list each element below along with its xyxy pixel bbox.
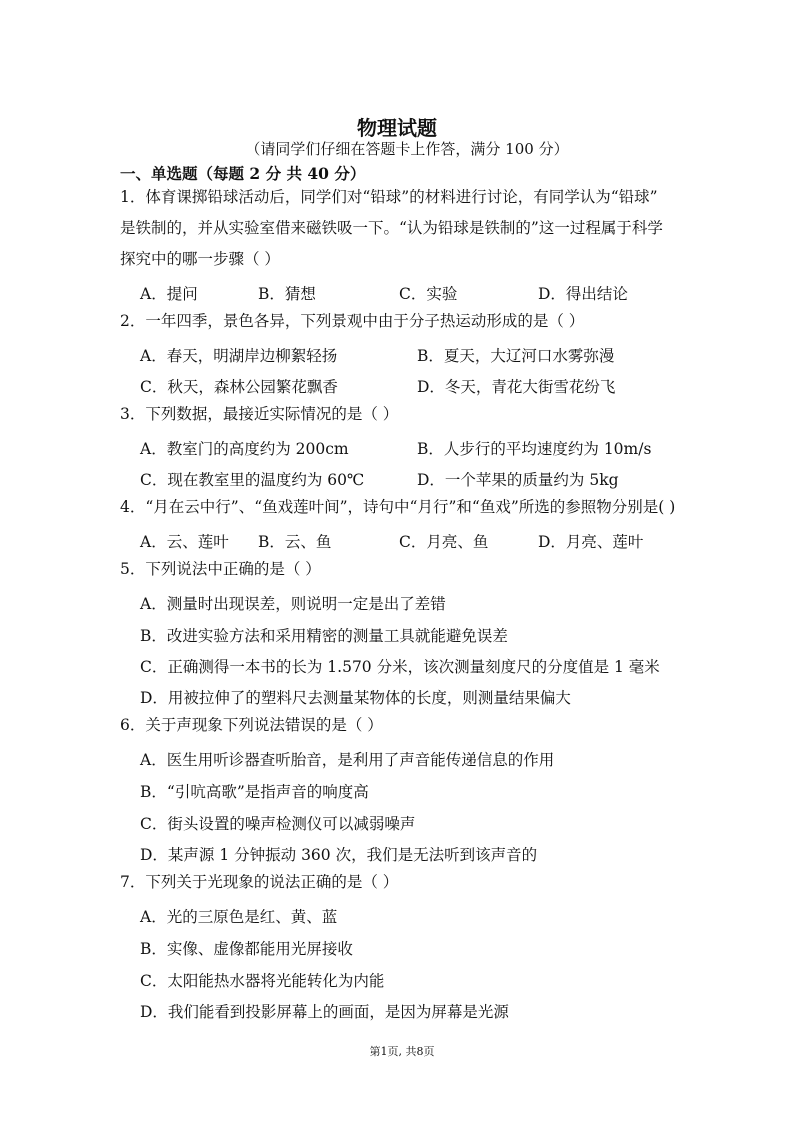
q1-option-a: A．提问: [140, 285, 198, 303]
q1-stem-line1: 1．体育课掷铅球活动后，同学们对“铅球”的材料进行讨论，有同学认为“铅球”: [120, 188, 658, 206]
q6-option-c: C．街头设置的噪声检测仪可以减弱噪声: [140, 815, 416, 833]
page-title: 物理试题: [357, 116, 437, 140]
q6-option-b: B．“引吭高歌”是指声音的响度高: [140, 783, 369, 801]
q1-option-d: D．得出结论: [538, 285, 628, 303]
q1-option-b: B．猜想: [258, 285, 316, 303]
q3-option-a: A．教室门的高度约为 200cm: [140, 440, 349, 458]
exam-instructions: （请同学们仔细在答题卡上作答，满分 100 分）: [245, 140, 569, 158]
q2-option-a: A．春天，明湖岸边柳絮轻扬: [140, 347, 338, 365]
q2-stem: 2．一年四季，景色各异，下列景观中由于分子热运动形成的是（ ）: [120, 312, 585, 330]
q3-stem: 3．下列数据，最接近实际情况的是（ ）: [120, 405, 399, 423]
q5-option-a: A．测量时出现误差，则说明一定是出了差错: [140, 595, 446, 613]
q4-option-b: B．云、鱼: [258, 533, 332, 551]
page-number: 第1页, 共8页: [369, 1045, 435, 1058]
q7-option-d: D．我们能看到投影屏幕上的画面，是因为屏幕是光源: [140, 1003, 509, 1021]
q3-option-d: D．一个苹果的质量约为 5kg: [417, 471, 619, 489]
q2-option-d: D．冬天，青花大街雪花纷飞: [417, 378, 616, 396]
q2-option-b: B．夏天，大辽河口水雾弥漫: [417, 347, 615, 365]
q6-option-d: D．某声源 1 分钟振动 360 次，我们是无法听到该声音的: [140, 846, 538, 864]
q3-option-b: B．人步行的平均速度约为 10m/s: [417, 440, 652, 458]
q2-option-c: C．秋天，森林公园繁花飘香: [140, 378, 338, 396]
q4-option-d: D．月亮、莲叶: [538, 533, 644, 551]
q6-option-a: A．医生用听诊器查听胎音，是利用了声音能传递信息的作用: [140, 751, 555, 769]
q7-option-a: A．光的三原色是红、黄、蓝: [140, 908, 338, 926]
q6-stem: 6．关于声现象下列说法错误的是（ ）: [120, 716, 383, 734]
section-heading: 一、单选题（每题 2 分 共 40 分）: [120, 164, 366, 183]
q7-option-c: C．太阳能热水器将光能转化为内能: [140, 972, 385, 990]
q5-stem: 5．下列说法中正确的是（ ）: [120, 560, 321, 578]
q4-option-a: A．云、莲叶: [140, 533, 229, 551]
q5-option-c: C．正确测得一本书的长为 1.570 分米，该次测量刻度尺的分度值是 1 毫米: [140, 658, 660, 676]
q5-option-d: D．用被拉伸了的塑料尺去测量某物体的长度，则测量结果偏大: [140, 689, 571, 707]
q4-stem: 4．“月在云中行”、“鱼戏莲叶间”，诗句中“月行”和“鱼戏”所选的参照物分别是( ): [120, 498, 676, 516]
q1-stem-line3: 探究中的哪一步骤（ ）: [120, 250, 280, 268]
q7-option-b: B．实像、虚像都能用光屏接收: [140, 940, 353, 958]
q7-stem: 7．下列关于光现象的说法正确的是（ ）: [120, 873, 399, 891]
q3-option-c: C．现在教室里的温度约为 60℃: [140, 471, 365, 489]
q4-option-c: C．月亮、鱼: [399, 533, 489, 551]
q5-option-b: B．改进实验方法和采用精密的测量工具就能避免误差: [140, 627, 508, 645]
q1-option-c: C．实验: [399, 285, 458, 303]
q1-stem-line2: 是铁制的，并从实验室借来磁铁吸一下。“认为铅球是铁制的”这一过程属于科学: [120, 219, 663, 237]
